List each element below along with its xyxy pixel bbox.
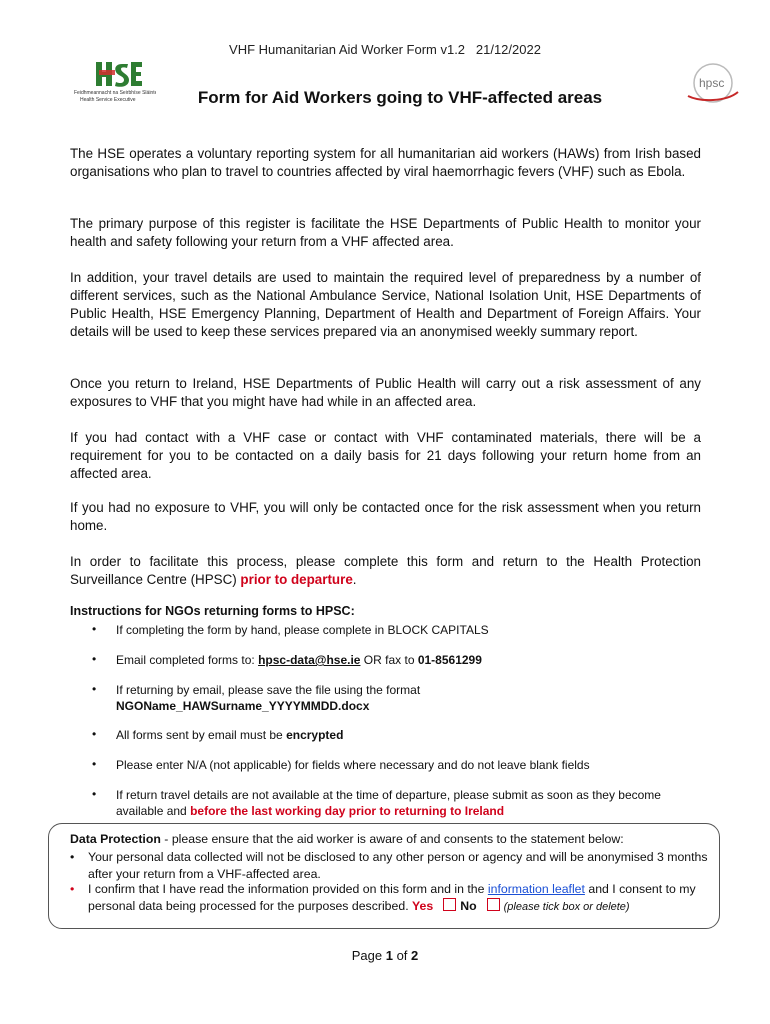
page-of: of [392,948,412,963]
page-number: 1 [385,948,393,963]
consent-yes-label: Yes [412,899,434,913]
filename-format: NGOName_HAWSurname_YYYYMMDD.docx [116,699,370,713]
page-prefix: Page [351,948,386,963]
form-header [0,42,770,57]
consent-text-b: and I consent to my personal data being processed for the purposes described. [88,882,696,913]
encrypted-label: All forms sent by email must be [116,728,287,742]
fax-label: OR fax to [360,653,418,667]
page-footer [0,948,770,963]
data-protection-label: Data Protection [70,832,161,846]
process-text: In order to facilitate this process, please complete this form and return to the Health Protection Surveillance Centre (HPSC) [70,554,701,587]
intro-paragraph: The HSE operates a voluntary reporting system for all humanitarian aid workers (HAWs) from Irish based organisations who plan to travel to countries affected by viral haemorrhagic fevers (VHF) such as Ebola. [70,146,701,179]
bullet-dot: • [92,682,97,696]
filename-label: If returning by email, please save the file using the format [116,683,421,697]
email-link[interactable]: hpsc-data@hse.ie [258,653,361,667]
email-label: Email completed forms to: [116,653,259,667]
purpose-paragraph: The primary purpose of this register is facilitate the HSE Departments of Public Health to monitor your health and safety following your return from a VHF affected area. [70,216,701,249]
no-exposure-paragraph: If you had no exposure to VHF, you will only be contacted once for the risk assessment when you return home. [70,500,701,533]
form-date: 21/12/2022 [475,42,541,57]
hse-logo-irish: Feidhmeannacht na Seirbhíse Sláinte [74,90,156,96]
hpsc-logo-text: hpsc [699,76,725,90]
consent-hint: (please tick box or delete) [503,901,630,913]
contact-paragraph: If you had contact with a VHF case or contact with VHF contaminated materials, there will be a requirement for you to be contacted on a daily basis for 21 days following your return home from an affected area. [70,430,701,481]
data-protection-statement-1: Your personal data collected will not be disclosed to any other person or agency and will be anonymised 3 months after your return from a VHF-affected area. [88,850,708,881]
encrypted-word: encrypted [286,728,344,742]
consent-no-checkbox[interactable] [487,898,500,911]
instruction-return-travel [116,787,676,819]
consent-yes-checkbox[interactable] [443,898,456,911]
fax-number: 01-8561299 [417,653,482,667]
process-paragraph [70,553,701,589]
data-protection-consent [88,881,710,916]
instruction-na: Please enter N/A (not applicable) for fields where necessary and do not leave blank fields [116,758,590,772]
bullet-dot: • [92,727,97,741]
travel-details-paragraph: In addition, your travel details are used to maintain the required level of preparedness by a number of different services, such as the National Ambulance Service, National Isolation Unit, HSE Departments of Public Health, HSE Emergency Planning, Department of Health and Department of Foreign Affairs. Your details will be used to keep these services prepared via an anonymised weekly summary report. [70,270,701,339]
instruction-filename [116,682,706,714]
process-period: . [352,572,357,587]
consent-text-a: I confirm that I have read the information provided on this form and in the [88,882,488,896]
risk-assessment-paragraph: Once you return to Ireland, HSE Departments of Public Health will carry out a risk assessment of any exposures to VHF that you might have had while in an affected area. [70,376,701,409]
page-total: 2 [411,948,419,963]
hse-logo-english: Health Service Executive [80,97,136,103]
form-version: VHF Humanitarian Aid Worker Form v1.2 [229,42,466,57]
data-protection-intro [70,831,710,848]
return-travel-deadline: before the last working day prior to returning to Ireland [190,804,505,818]
bullet-dot: • [92,787,97,801]
page-title: Form for Aid Workers going to VHF-affected areas [197,88,603,107]
prior-to-departure: prior to departure [240,572,353,587]
bullet-dot: • [92,622,97,636]
data-protection-intro-text: - please ensure that the aid worker is aware of and consents to the statement below: [160,832,624,846]
instruction-encrypted [116,727,706,743]
consent-no-label: No [460,899,477,913]
bullet-dot: • [70,850,75,864]
return-travel-text: If return travel details are not available at the time of departure, please submit as soon as they become available and [116,788,661,818]
bullet-dot: • [92,757,97,771]
information-leaflet-link[interactable]: information leaflet [487,882,585,896]
bullet-dot: • [92,652,97,666]
instructions-title: Instructions for NGOs returning forms to HPSC: [70,604,355,618]
instruction-block-capitals: If completing the form by hand, please complete in BLOCK CAPITALS [116,623,489,637]
bullet-dot: • [70,882,75,896]
instruction-email [116,652,706,668]
